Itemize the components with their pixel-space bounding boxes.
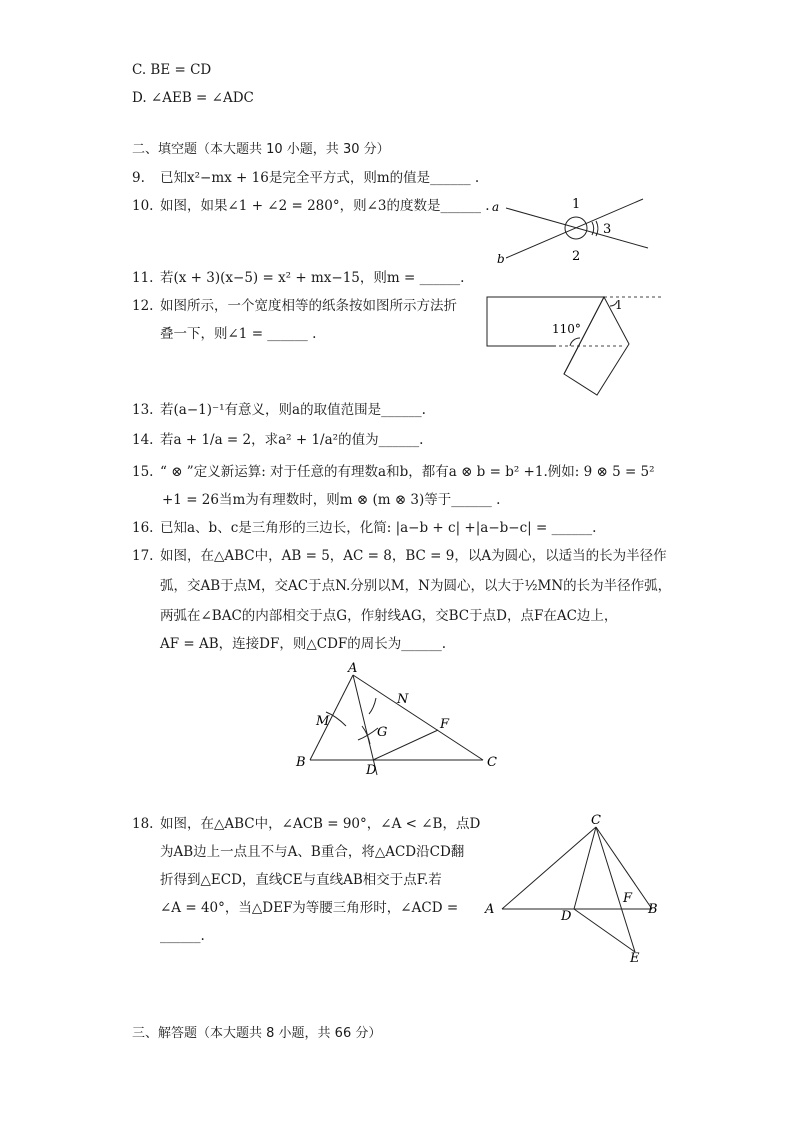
q15-line-1: “ ⊗ ”定义新运算: 对于任意的有理数a和b，都有a ⊗ b = b² +1.例如: 9 ⊗ 5 = 5² [160,464,655,480]
label-a: A [348,661,358,676]
side-ac [353,675,483,760]
q11-text: 若(x + 3)(x−5) = x² + mx−15，则m = ______. [160,270,465,286]
label-c: C [591,813,601,828]
q18-line-2: 为AB边上一点且不与A、B重合，将△ACD沿CD翻 [160,844,465,860]
label-2: 2 [572,249,581,264]
figure-q12 [484,292,664,400]
q18-line-1: 如图，在△ABC中，∠ACB = 90°，∠A < ∠B，点D [160,816,481,832]
q12-number: 12. [132,298,154,314]
label-n: N [397,692,409,707]
q9-number: 9. [132,170,145,186]
label-1: 1 [615,298,623,312]
q12-line-1: 如图所示，一个宽度相等的纸条按如图所示方法折 [160,298,457,314]
angle-110-arc [570,338,580,346]
q12-line-2: 叠一下，则∠1 = ______ . [160,326,317,342]
label-b: B [648,902,658,917]
label-c: C [487,755,497,770]
side-ca [502,827,596,909]
line-a [506,208,648,248]
q16-number: 16. [132,520,154,536]
q14-text: 若a + 1/a = 2，求a² + 1/a²的值为______. [160,432,424,448]
q17-line-2: 弧，交AB于点M，交AC于点N.分别以M，N为圆心，以大于½MN的长为半径作弧， [160,578,672,594]
q17-line-4: AF = AB，连接DF，则△CDF的周长为______. [160,636,447,652]
q13-number: 13. [132,402,154,418]
q11-number: 11. [132,270,154,286]
q13-text: 若(a−1)⁻¹有意义，则a的取值范围是______. [160,402,426,418]
figure-q18 [480,812,680,972]
label-g: G [377,725,388,740]
segment-cd [574,827,596,909]
section-2-heading: 二、填空题（本大题共 10 小题，共 30 分） [132,142,390,157]
q17-number: 17. [132,548,154,564]
label-b: b [497,252,505,266]
q18-line-3: 折得到△ECD，直线CE与直线AB相交于点F.若 [160,872,442,888]
label-e: E [630,951,640,966]
q15-line-2: +1 = 26当m为有理数时，则m ⊗ (m ⊗ 3)等于______ . [162,492,501,508]
option-c: C. BE = CD [132,62,212,78]
q18-line-5: ______. [160,928,205,944]
section-3-heading: 三、解答题（本大题共 8 小题，共 66 分） [132,1026,382,1041]
segment-de [574,909,635,952]
label-d: D [561,909,572,924]
label-f: F [440,717,450,732]
label-a: a [492,200,500,214]
q17-line-3: 两弧在∠BAC的内部相交于点G，作射线AG，交BC于点D，点F在AC边上， [160,608,618,624]
option-d: D. ∠AEB = ∠ADC [132,90,254,106]
q16-text: 已知a、b、c是三角形的三边长，化简: |a−b + c| +|a−b−c| = ______. [160,520,597,536]
label-1: 1 [572,197,581,212]
angle-3-arc [592,222,594,235]
label-a: A [485,902,495,917]
q17-line-1: 如图，在△ABC中，AB = 5，AC = 8，BC = 9，以A为圆心，以适当的长为半径作 [160,548,667,564]
q18-line-4: ∠A = 40°，当△DEF为等腰三角形时，∠ACD = [160,900,459,916]
figure-q10 [488,192,668,268]
q18-number: 18. [132,816,154,832]
label-3: 3 [603,222,612,237]
label-110: 110° [552,322,581,336]
q9-text: 已知x²−mx + 16是完全平方式，则m的值是______ . [160,170,480,186]
label-m: M [316,714,330,729]
segment-ce [596,827,635,952]
q10-number: 10. [132,198,154,214]
q14-number: 14. [132,432,154,448]
label-d: D [366,763,377,778]
figure-q17 [290,660,510,780]
q10-text: 如图，如果∠1 + ∠2 = 280°，则∠3的度数是______ . [160,198,490,214]
label-b: B [296,755,306,770]
arc-n [369,698,376,714]
paper-strip [487,297,604,346]
label-f: F [623,891,633,906]
q15-number: 15. [132,464,154,480]
